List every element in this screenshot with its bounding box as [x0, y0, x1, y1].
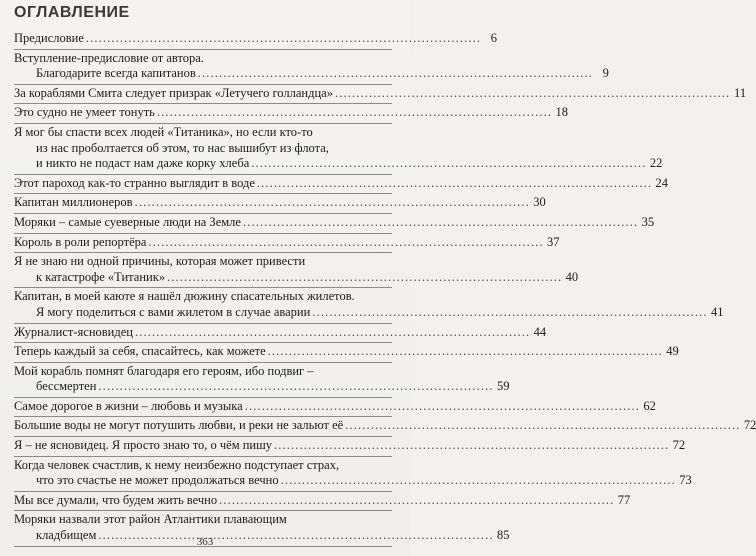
toc-entry-title-line: Король в роли репортёра: [14, 234, 147, 249]
toc-entry-page: 18: [555, 105, 569, 120]
toc-entry: [14, 363, 510, 398]
dot-leader: [245, 399, 638, 415]
dot-leader: [243, 215, 636, 231]
dot-leader: [167, 270, 560, 286]
toc-entry-page: 44: [533, 324, 547, 339]
dot-leader: [257, 176, 650, 192]
toc-entry: [14, 175, 669, 195]
page-number: 363: [196, 536, 214, 548]
toc-entry-title-line: к катастрофе «Титаник»: [36, 269, 166, 284]
toc-entry-title-line: Я мог бы спасти всех людей «Титаника», но если кто-то: [14, 124, 313, 139]
toc-entry-title-line: Большие воды не могут потушить любви, и реки не зальют её: [14, 418, 344, 433]
toc-entry-title-line: Мой корабль помнят благодаря его героям, ибо подвиг –: [14, 363, 314, 378]
toc-entry: [14, 30, 498, 50]
toc-entry-title-line: Этот пароход как-то странно выглядит в воде: [14, 175, 255, 190]
toc-entry-page: 35: [641, 214, 655, 229]
toc-entry-title-line: Я могу поделиться с вами жилетом в случае аварии: [36, 304, 311, 319]
toc-entry-page: 72: [672, 438, 686, 453]
toc-entry-page: 41: [710, 304, 724, 319]
dot-leader: [335, 86, 728, 102]
toc-entry-page: 59: [497, 379, 510, 394]
toc-entry-page: 49: [666, 344, 679, 359]
toc-entry-title-line: Благодарите всегда капитанов: [36, 66, 196, 81]
toc-entry: [14, 214, 655, 234]
toc-entry-page: 40: [565, 269, 579, 284]
toc-entry-title-line: Вступление-предисловие от автора.: [14, 50, 204, 65]
dot-leader: [312, 305, 705, 321]
toc-entry-title-line: Самое дорогое в жизни – любовь и музыка: [14, 398, 243, 413]
toc-entry-title-line: Теперь каждый за себя, спасайтесь, как можете: [14, 344, 266, 359]
toc-entry-title-line: Капитан миллионеров: [14, 195, 133, 210]
toc-entry-page: 77: [617, 492, 631, 507]
toc-entry-title-line: Капитан, в моей каюте я нашёл дюжину спасательных жилетов.: [14, 289, 355, 304]
dot-leader: [86, 31, 479, 47]
toc-entry: [14, 253, 579, 288]
toc-entry-page: 73: [679, 473, 692, 488]
dot-leader: [198, 66, 591, 82]
toc-entry-page: 37: [547, 234, 560, 249]
toc-entry-page: 30: [533, 195, 546, 210]
dot-leader: [148, 235, 541, 251]
toc-entry: [14, 324, 547, 344]
dot-leader: [268, 344, 661, 360]
toc-entry-title-line: Когда человек счастлив, к нему неизбежно подступает страх,: [14, 457, 340, 472]
toc-entry: [14, 343, 679, 363]
toc-entry-title-line: Я не знаю ни одной причины, которая может привести: [14, 254, 306, 269]
toc-entry: [14, 124, 663, 175]
dot-leader: [157, 105, 550, 121]
toc-entry-title-line: Журналист-ясновидец: [14, 324, 133, 339]
toc-entry-title-line: бессмертен: [36, 379, 97, 394]
dot-leader: [219, 493, 612, 509]
toc-entry-page: 11: [734, 85, 747, 100]
toc-entry-page: 72: [743, 418, 756, 433]
page-title: ОГЛАВЛЕНИЕ: [14, 4, 130, 21]
toc-entry: [14, 492, 631, 512]
toc-entry-title-line: Это судно не умеет тонуть: [14, 105, 155, 120]
toc-entry-page: 85: [496, 528, 510, 543]
toc-entry: [14, 288, 724, 323]
toc-entry-title-line: Предисловие: [14, 31, 84, 45]
toc-entry: [14, 50, 609, 85]
toc-entry-title-line: кладбищем: [36, 528, 97, 543]
toc-entry: [14, 457, 692, 492]
toc-entry: [14, 194, 546, 214]
dot-leader: [274, 438, 667, 454]
toc-entry-page: 62: [643, 398, 656, 413]
toc-entry-title-line: что это счастье не может продолжаться вечно: [36, 473, 279, 488]
toc-entry-page: 24: [655, 175, 669, 190]
toc-entry: [14, 417, 756, 437]
toc-entry: [14, 398, 656, 418]
toc-entry-title-line: Моряки – самые суеверные люди на Земле: [14, 214, 241, 229]
dot-leader: [98, 379, 491, 395]
dot-leader: [135, 325, 528, 341]
toc-entry-title-line: и никто не подаст нам даже корку хлеба: [36, 156, 250, 171]
toc-entry-page: 6: [490, 31, 498, 45]
toc-entry-page: 9: [602, 66, 609, 81]
toc-entry: [14, 234, 560, 254]
toc-entry: [14, 104, 569, 124]
dot-leader: [251, 156, 644, 172]
toc-entry-title-line: Моряки назвали этот район Атлантики плавающим: [14, 512, 287, 527]
toc-entry: [14, 85, 747, 105]
dot-leader: [281, 473, 674, 489]
toc-entry: [14, 437, 686, 457]
table-of-contents: [14, 30, 756, 547]
toc-entry-title-line: За кораблями Смита следует призрак «Летучего голландца»: [14, 85, 333, 100]
toc-entry-title-line: Я – не ясновидец. Я просто знаю то, о чём пишу: [14, 438, 272, 453]
dot-leader: [135, 195, 528, 211]
toc-entry-title-line: Мы все думали, что будем жить вечно: [14, 492, 218, 507]
toc-entry-title-line: из нас проболтается об этом, то нас вышибут из флота,: [36, 140, 329, 155]
toc-entry-page: 22: [649, 156, 663, 171]
dot-leader: [345, 418, 738, 434]
